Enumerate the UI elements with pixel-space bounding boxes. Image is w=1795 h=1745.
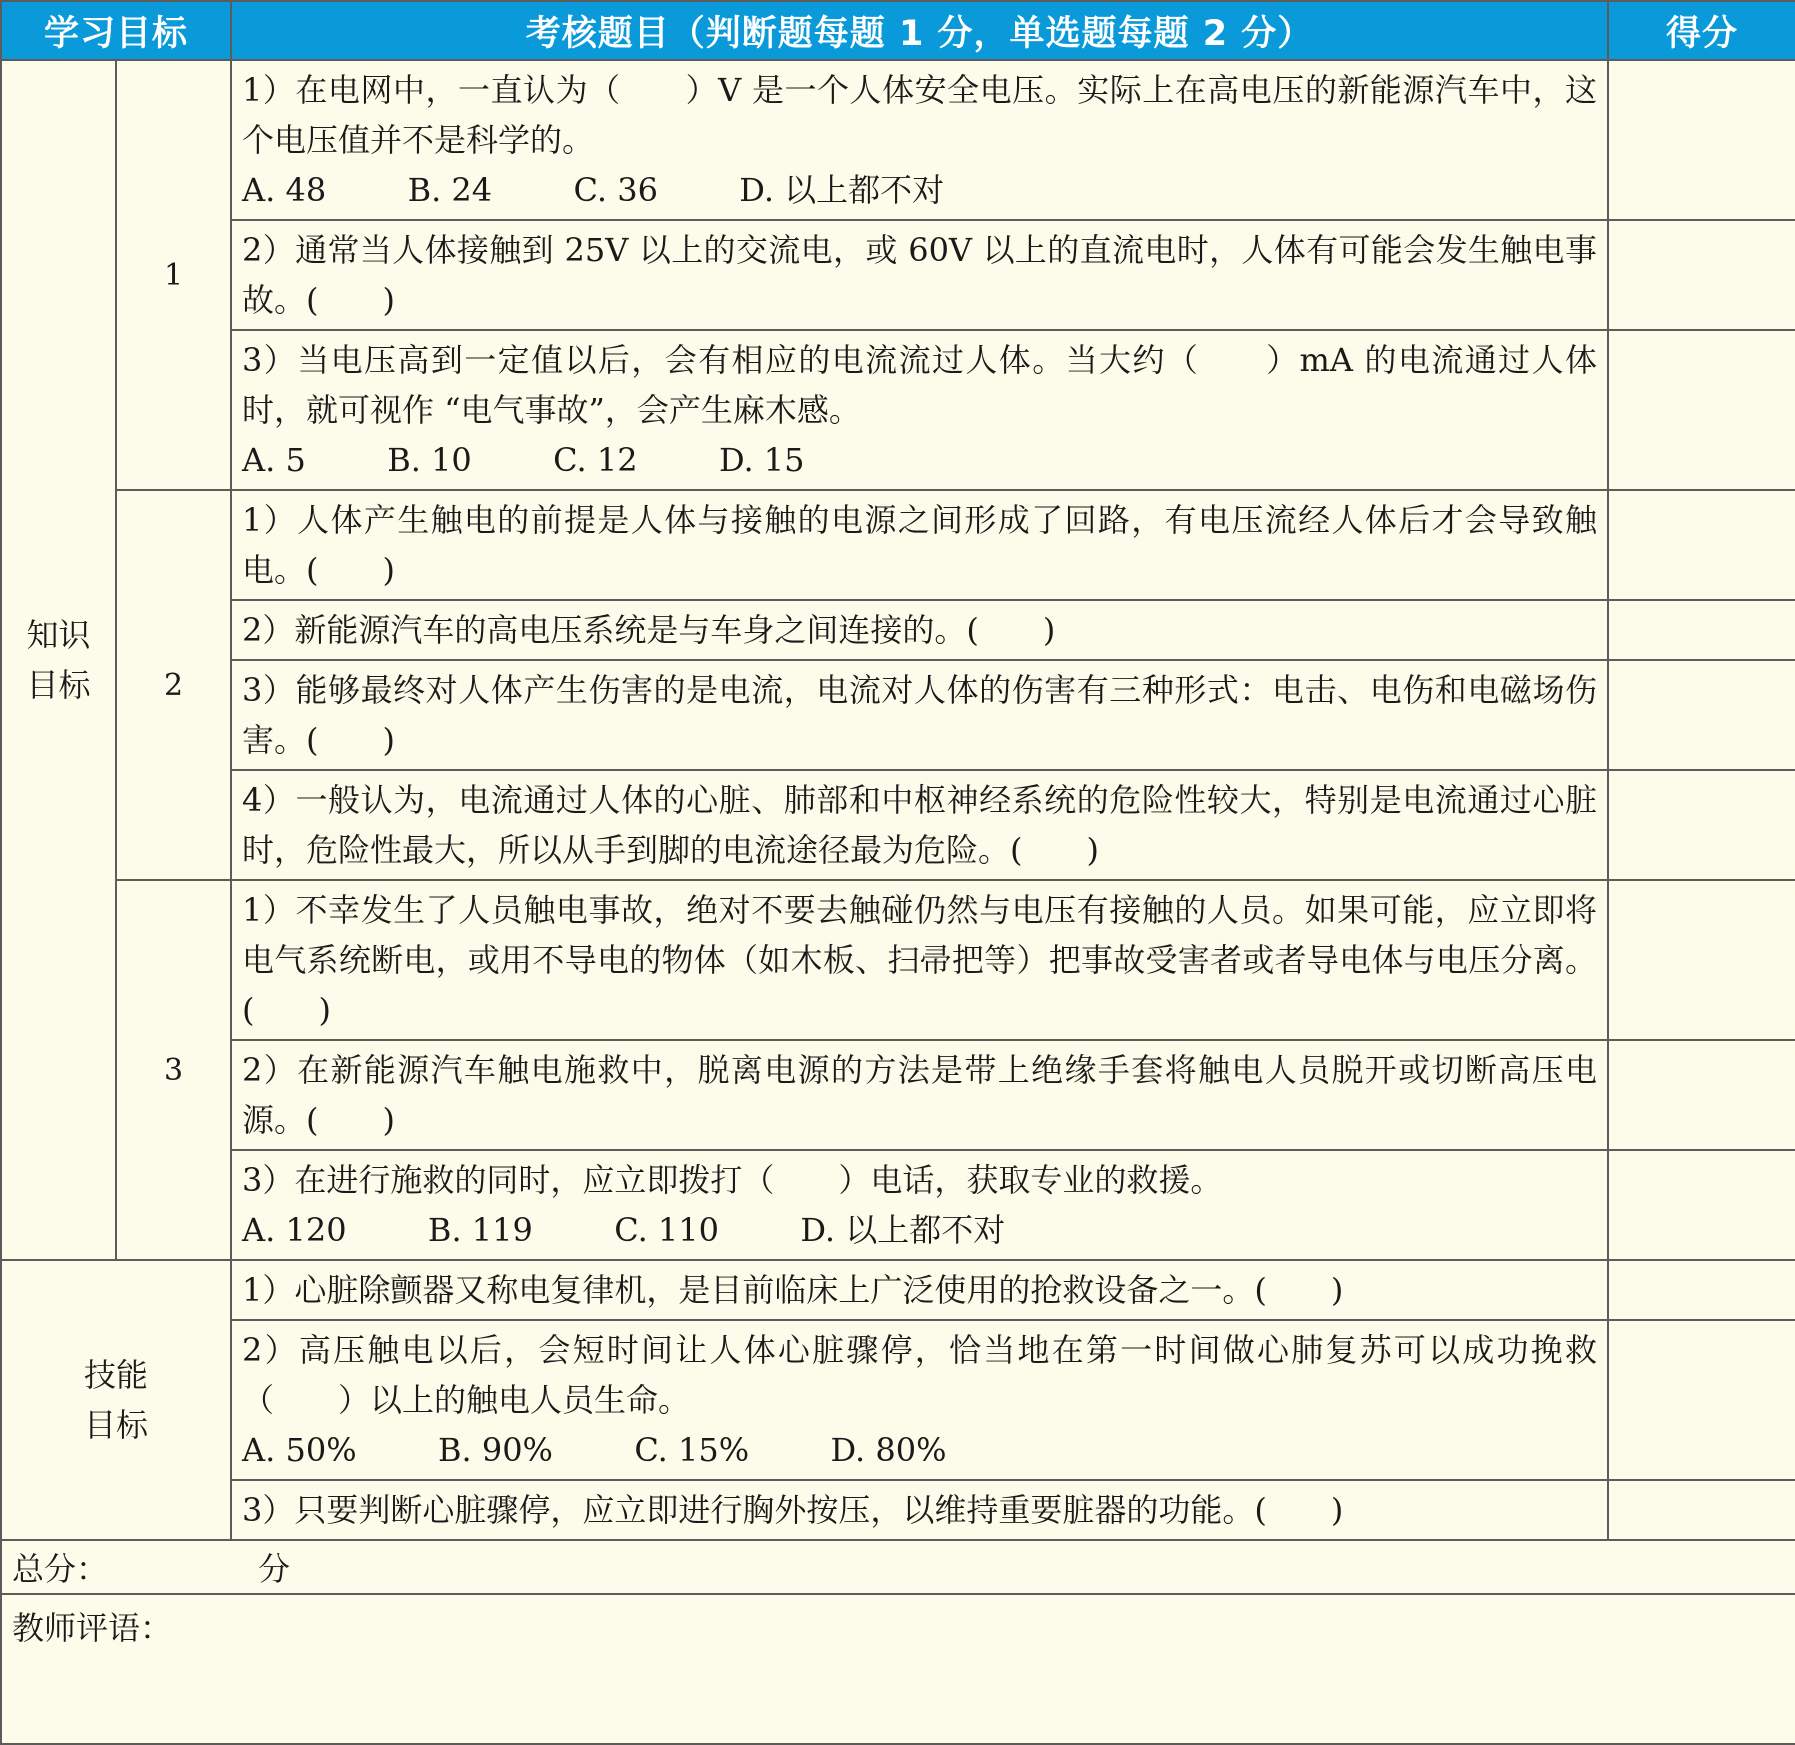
question-text: 1）心脏除颤器又称电复律机，是目前临床上广泛使用的抢救设备之一。( ) <box>242 1271 1344 1309</box>
question-options: A. 48 B. 24 C. 36 D. 以上都不对 <box>242 171 945 209</box>
question-text: 4）一般认为，电流通过人体的心脏、肺部和中枢神经系统的危险性较大，特别是电流通过心脏时，危险性最大，所以从手到脚的电流途径最为危险。( ) <box>242 781 1598 869</box>
question-cell <box>231 330 1608 490</box>
question-row <box>1 220 1795 330</box>
score-cell[interactable] <box>1608 1260 1795 1320</box>
score-cell[interactable] <box>1608 330 1795 490</box>
question-cell <box>231 880 1608 1040</box>
question-row <box>1 660 1795 770</box>
header-goal: 学习目标 <box>1 1 231 60</box>
question-cell <box>231 220 1608 330</box>
question-cell <box>231 1320 1608 1480</box>
question-text: 2）新能源汽车的高电压系统是与车身之间连接的。( ) <box>242 611 1056 649</box>
question-cell <box>231 60 1608 220</box>
question-text: 1）人体产生触电的前提是人体与接触的电源之间形成了回路，有电压流经人体后才会导致触电。( ) <box>242 501 1598 589</box>
question-text: 3）只要判断心脏骤停，应立即进行胸外按压，以维持重要脏器的功能。( ) <box>242 1491 1344 1529</box>
question-row <box>1 1320 1795 1480</box>
question-row <box>1 1260 1795 1320</box>
question-cell <box>231 490 1608 600</box>
score-cell[interactable] <box>1608 490 1795 600</box>
score-cell[interactable] <box>1608 1040 1795 1150</box>
question-cell <box>231 1480 1608 1540</box>
question-options: A. 120 B. 119 C. 110 D. 以上都不对 <box>242 1211 1006 1249</box>
score-cell[interactable] <box>1608 600 1795 660</box>
question-text: 3）当电压高到一定值以后，会有相应的电流流过人体。当大约（ ）mA 的电流通过人体时，就可视作 “电气事故”，会产生麻木感。 <box>242 341 1598 429</box>
question-row <box>1 600 1795 660</box>
question-text: 3）在进行施救的同时，应立即拨打（ ）电话，获取专业的救援。 <box>242 1161 1223 1199</box>
question-text: 2）通常当人体接触到 25V 以上的交流电，或 60V 以上的直流电时，人体有可能会发生触电事故。( ) <box>242 231 1598 319</box>
question-row <box>1 880 1795 1040</box>
score-cell[interactable] <box>1608 220 1795 330</box>
score-cell[interactable] <box>1608 1480 1795 1540</box>
question-row <box>1 1150 1795 1260</box>
total-score-cell[interactable] <box>1 1540 1795 1594</box>
score-cell[interactable] <box>1608 880 1795 1040</box>
question-options: A. 5 B. 10 C. 12 D. 15 <box>242 441 805 479</box>
score-cell[interactable] <box>1608 770 1795 880</box>
header-question: 考核题目（判断题每题 1 分，单选题每题 2 分） <box>231 1 1608 60</box>
group-number: 3 <box>116 880 231 1260</box>
question-cell <box>231 770 1608 880</box>
score-cell[interactable] <box>1608 60 1795 220</box>
total-unit: 分 <box>258 1550 291 1588</box>
goal-label-line: 技能 <box>84 1356 149 1394</box>
question-text: 2）高压触电以后，会短时间让人体心脏骤停，恰当地在第一时间做心肺复苏可以成功挽救（ ）以上的触电人员生命。 <box>242 1331 1598 1419</box>
total-row <box>1 1540 1795 1594</box>
question-text: 1）在电网中，一直认为（ ）V 是一个人体安全电压。实际上在高电压的新能源汽车中，这个电压值并不是科学的。 <box>242 71 1598 159</box>
question-row <box>1 60 1795 220</box>
goal-skill <box>1 1260 231 1540</box>
teacher-comment-cell[interactable] <box>1 1594 1795 1744</box>
question-cell <box>231 660 1608 770</box>
comment-label: 教师评语： <box>12 1609 173 1647</box>
comment-row <box>1 1594 1795 1744</box>
score-cell[interactable] <box>1608 660 1795 770</box>
header-row <box>1 1 1795 60</box>
question-row <box>1 1040 1795 1150</box>
group-number: 2 <box>116 490 231 880</box>
question-text: 3）能够最终对人体产生伤害的是电流，电流对人体的伤害有三种形式：电击、电伤和电磁场伤害。( ) <box>242 671 1598 759</box>
question-cell <box>231 1150 1608 1260</box>
question-cell <box>231 600 1608 660</box>
goal-label-line: 目标 <box>26 666 91 704</box>
question-cell <box>231 1260 1608 1320</box>
question-row <box>1 1480 1795 1540</box>
group-number: 1 <box>116 60 231 490</box>
total-label: 总分： <box>12 1550 109 1588</box>
goal-label-line: 知识 <box>26 616 91 654</box>
score-cell[interactable] <box>1608 1150 1795 1260</box>
question-row <box>1 490 1795 600</box>
question-text: 1）不幸发生了人员触电事故，绝对不要去触碰仍然与电压有接触的人员。如果可能，应立即将电气系统断电，或用不导电的物体（如木板、扫帚把等）把事故受害者或者导电体与电压分离。( ) <box>242 891 1598 1029</box>
goal-knowledge <box>1 60 116 1260</box>
question-options: A. 50% B. 90% C. 15% D. 80% <box>242 1431 947 1469</box>
score-cell[interactable] <box>1608 1320 1795 1480</box>
question-row <box>1 770 1795 880</box>
question-cell <box>231 1040 1608 1150</box>
goal-label-line: 目标 <box>84 1406 149 1444</box>
header-score: 得分 <box>1608 1 1795 60</box>
question-text: 2）在新能源汽车触电施救中，脱离电源的方法是带上绝缘手套将触电人员脱开或切断高压电源。( ) <box>242 1051 1598 1139</box>
question-row <box>1 330 1795 490</box>
